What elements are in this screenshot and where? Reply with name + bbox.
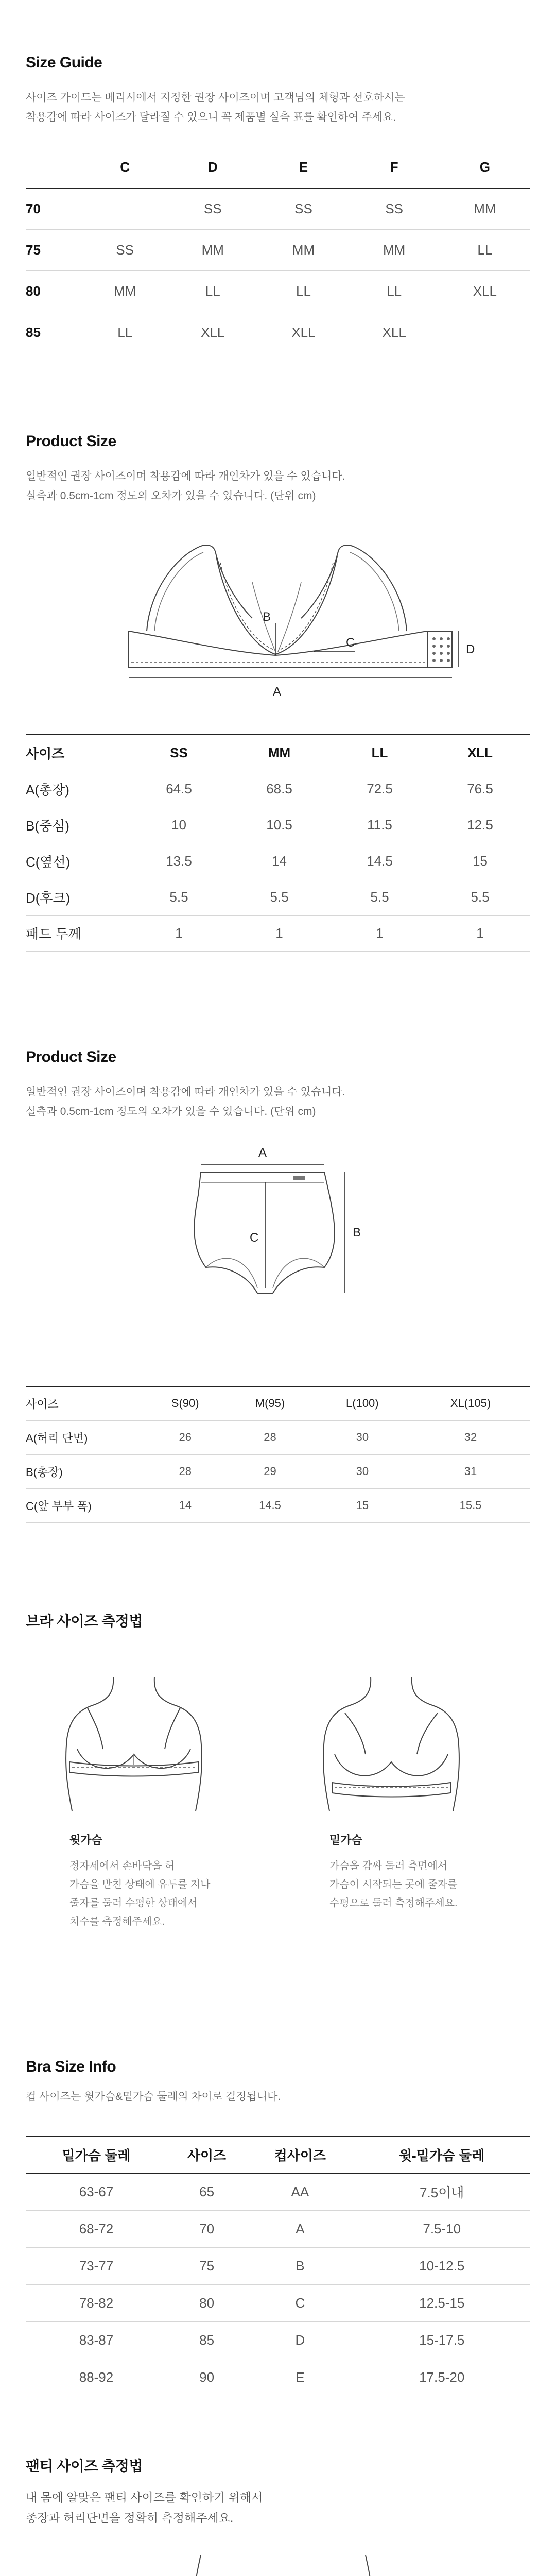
table-header-row: 사이즈 SS MM LL XLL <box>26 735 530 771</box>
product-size-bra-section <box>26 433 530 506</box>
left-strap <box>147 545 252 631</box>
upper-bust-desc: 정자세에서 손바닥을 허 가슴을 받친 상태에 유두를 지나 줄자를 둘러 수평한 상태에서 치수를 측정해주세요. <box>70 1860 211 1927</box>
dim-label-c: C <box>346 636 355 650</box>
table-header-row: 사이즈 S(90) M(95) L(100) XL(105) <box>26 1386 530 1420</box>
table-row: 75 SS MM MM MM LL <box>26 229 530 270</box>
product-size-bra-table <box>26 734 530 952</box>
table-row: 68-72 70 A 7.5-10 <box>26 2210 530 2247</box>
bra-info-title: Bra Size Info <box>26 2058 116 2075</box>
product-size-title: Product Size <box>26 433 116 450</box>
size-guide-title: Size Guide <box>26 54 102 71</box>
table-row: 70 SS SS SS MM <box>26 188 530 229</box>
table-header-row: C D E F G <box>26 147 530 188</box>
product-size-title: Product Size <box>26 1048 116 1065</box>
bra-info-desc: 컵 사이즈는 윗가슴&밑가슴 둘레의 차이로 결정됩니다. <box>26 2091 281 2103</box>
dim-label-a: A <box>273 685 282 699</box>
product-size-desc: 일반적인 권장 사이즈이며 착용감에 따라 개인차가 있을 수 있습니다. 실측과 0.5cm-1cm 정도의 오차가 있을 수 있습니다. (단위 cm) <box>26 470 345 502</box>
tape-measure <box>332 1783 450 1797</box>
table-row: 85 LL XLL XLL XLL <box>26 312 530 353</box>
right-strap <box>301 545 407 631</box>
table-row: 78-82 80 C 12.5-15 <box>26 2284 530 2321</box>
under-bust-title: 밑가슴 <box>329 1834 362 1846</box>
bra-measure-left-illustration <box>57 1677 211 1811</box>
bra-info-section <box>26 2058 530 2396</box>
bra-measure-left-text <box>70 1832 234 1931</box>
dim-label-b: B <box>353 1226 361 1240</box>
table-row: B(중심) 10 10.5 11.5 12.5 <box>26 807 530 843</box>
hook-dots <box>432 637 450 662</box>
table-row: 88-92 90 E 17.5-20 <box>26 2359 530 2396</box>
product-size-bra-table-wrap <box>26 734 530 952</box>
product-size-panty-table-wrap <box>26 1386 530 1523</box>
product-size-panty-section <box>26 1048 530 1122</box>
bra-diagram <box>98 536 489 706</box>
panty-measure-desc: 내 몸에 알맞은 팬티 사이즈를 확인하기 위해서 종장과 허리단면을 정확히 측정해주세요. <box>26 2490 263 2524</box>
size-guide-table <box>26 147 530 353</box>
upper-bust-title: 윗가슴 <box>70 1834 102 1846</box>
dim-label-d: D <box>466 642 475 656</box>
cups-outline <box>216 556 337 654</box>
panty-diagram <box>170 1133 396 1309</box>
table-row: 83-87 85 D 15-17.5 <box>26 2321 530 2359</box>
table-row: 73-77 75 B 10-12.5 <box>26 2247 530 2284</box>
dim-label-b: B <box>263 610 271 624</box>
table-row: C(옆선) 13.5 14 14.5 15 <box>26 843 530 879</box>
panty-measure-section <box>26 2455 530 2528</box>
bra-measure-section <box>26 1610 530 1631</box>
table-row: 63-67 65 AA 7.5이내 <box>26 2173 530 2210</box>
product-size-desc: 일반적인 권장 사이즈이며 착용감에 따라 개인차가 있을 수 있습니다. 실측과 0.5cm-1cm 정도의 오차가 있을 수 있습니다. (단위 cm) <box>26 1086 345 1117</box>
size-guide-section <box>26 54 530 353</box>
table-row: 패드 두께 1 1 1 1 <box>26 915 530 951</box>
bra-info-table <box>26 2136 530 2396</box>
table-row: C(앞 부부 폭) 14 14.5 15 15.5 <box>26 1488 530 1522</box>
bra-measure-right-illustration <box>314 1677 468 1811</box>
bra-measure-right-text <box>329 1832 494 1912</box>
panty-measure-illustration <box>165 2555 402 2576</box>
bra-measure-title: 브라 사이즈 측정법 <box>26 1613 143 1629</box>
table-row: A(총장) 64.5 68.5 72.5 76.5 <box>26 771 530 807</box>
panty-outline <box>194 1172 335 1293</box>
dim-label-c: C <box>250 1231 259 1245</box>
size-guide-desc: 사이즈 가이드는 베리시에서 지정한 권장 사이즈이며 고객님의 체형과 선호하시는 착용감에 따라 사이즈가 달라질 수 있으니 꼭 제품별 실측 표를 확인하여 주세요. <box>26 92 405 123</box>
product-size-panty-table <box>26 1386 530 1523</box>
table-row: 80 MM LL LL LL XLL <box>26 270 530 312</box>
table-header-row: 밑가슴 둘레 사이즈 컵사이즈 윗-밑가슴 둘레 <box>26 2136 530 2173</box>
table-row: B(총장) 28 29 30 31 <box>26 1454 530 1488</box>
table-row: A(허리 단면) 26 28 30 32 <box>26 1420 530 1454</box>
label-tag <box>293 1176 305 1180</box>
table-row: D(후크) 5.5 5.5 5.5 5.5 <box>26 879 530 915</box>
panty-measure-title: 팬티 사이즈 측정법 <box>26 2458 143 2474</box>
under-bust-desc: 가슴을 감싸 둘러 측면에서 가슴이 시작되는 곳에 줄자를 수평으로 둘러 측정해주세요. <box>329 1860 458 1909</box>
dim-label-a: A <box>258 1146 267 1160</box>
